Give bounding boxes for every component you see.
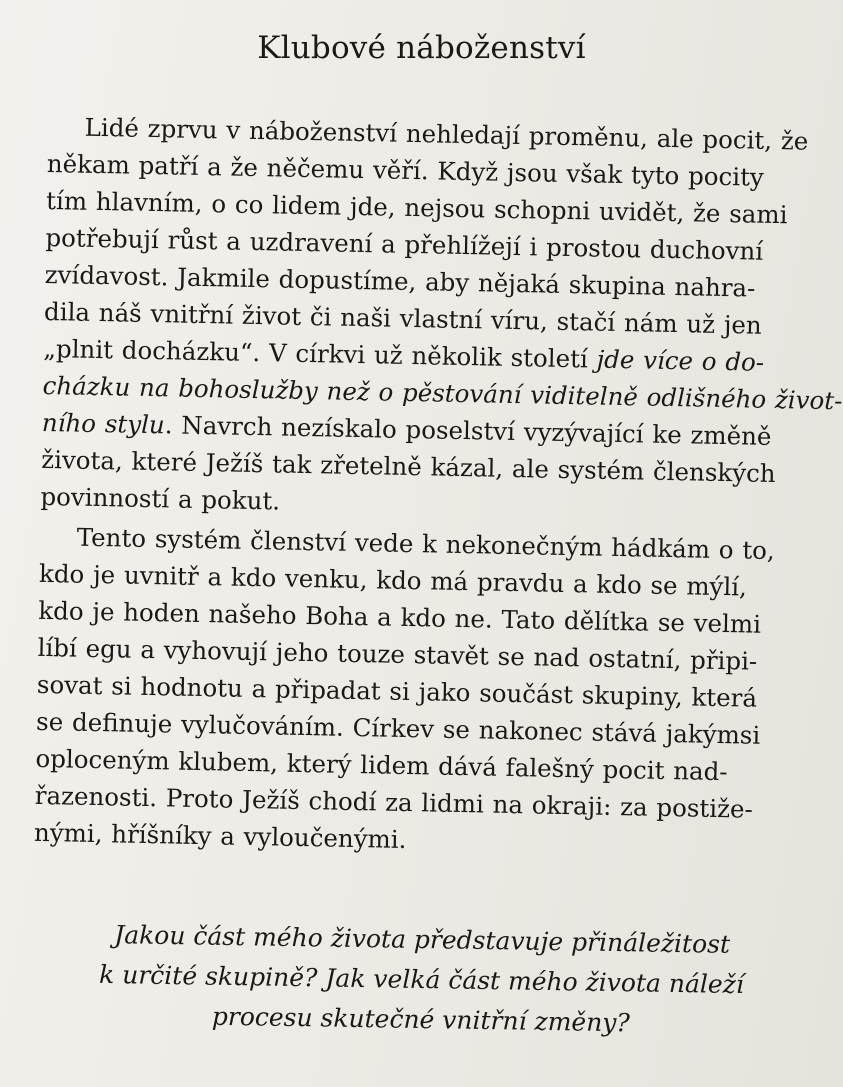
text-line: povinností a pokut. [40, 481, 281, 516]
text-line: líbí egu a vyhovují jeho touze stavět se nad ostatní, připi- [37, 632, 758, 676]
text-line: Tento systém členství vede k nekonečným hádkám o to, [76, 522, 776, 566]
text-segment: „plnit docházku“. V církvi už několik století [43, 333, 597, 374]
page-title: Klubové náboženství [257, 30, 586, 66]
text-line: Lidé zprvu v náboženství nehledají proměnu, ale pocit, že [84, 112, 809, 156]
reflection-question [0, 913, 843, 1046]
paragraph-1 [40, 108, 843, 530]
question-line: Jakou část mého života představuje přináležitost [113, 920, 731, 959]
question-line: procesu skutečné vnitřní změny? [211, 1001, 631, 1038]
italic-segment: jde více o do- [596, 344, 765, 377]
text-line: řazenosti. Proto Ježíš chodí za lidmi na okraji: za postiže- [34, 780, 754, 824]
text-line: někam patří a že něčemu věří. Když jsou však tyto pocity [46, 148, 765, 192]
text-line: tím hlavním, o co lidem jde, nejsou schopni uvidět, že sami [45, 185, 788, 230]
text-line: sovat si hodnotu a připadat si jako součást skupiny, která [36, 669, 758, 713]
text-line: života, které Ježíš tak zřetelně kázal, ale systém členských [40, 444, 776, 489]
text-line: se definuje vylučováním. Církev se nakonec stává jakýmsi [35, 706, 761, 750]
text-line: kdo je hoden našeho Boha a kdo ne. Tato dělítka se velmi [38, 595, 762, 639]
text-line: dila náš vnitřní život či naši vlastní víru, stačí nám už jen [43, 296, 763, 340]
paragraph-2 [34, 518, 800, 866]
body-text [33, 108, 843, 865]
italic-segment: ního stylu [41, 407, 166, 440]
text-line: oploceným klubem, který lidem dává falešný pocit nad- [35, 743, 728, 787]
text-segment: . Navrch nezískalo poselství vyzývající ke změně [164, 410, 772, 451]
text-line: potřebují růst a uzdravení a přehlížejí i prostou duchovní [45, 222, 764, 266]
text-line: kdo je uvnitř a kdo venku, kdo má pravdu a kdo se mýlí, [38, 558, 748, 602]
text-line: nými, hříšníky a vyloučenými. [33, 817, 407, 855]
text-line: cházku na bohoslužby než o pěstování viditelně odlišného život- [42, 370, 843, 416]
text-line: zvídavost. Jakmile dopustíme, aby nějaká skupina nahra- [44, 259, 756, 303]
question-line: k určité skupině? Jak velká část mého života náleží [98, 959, 745, 1000]
